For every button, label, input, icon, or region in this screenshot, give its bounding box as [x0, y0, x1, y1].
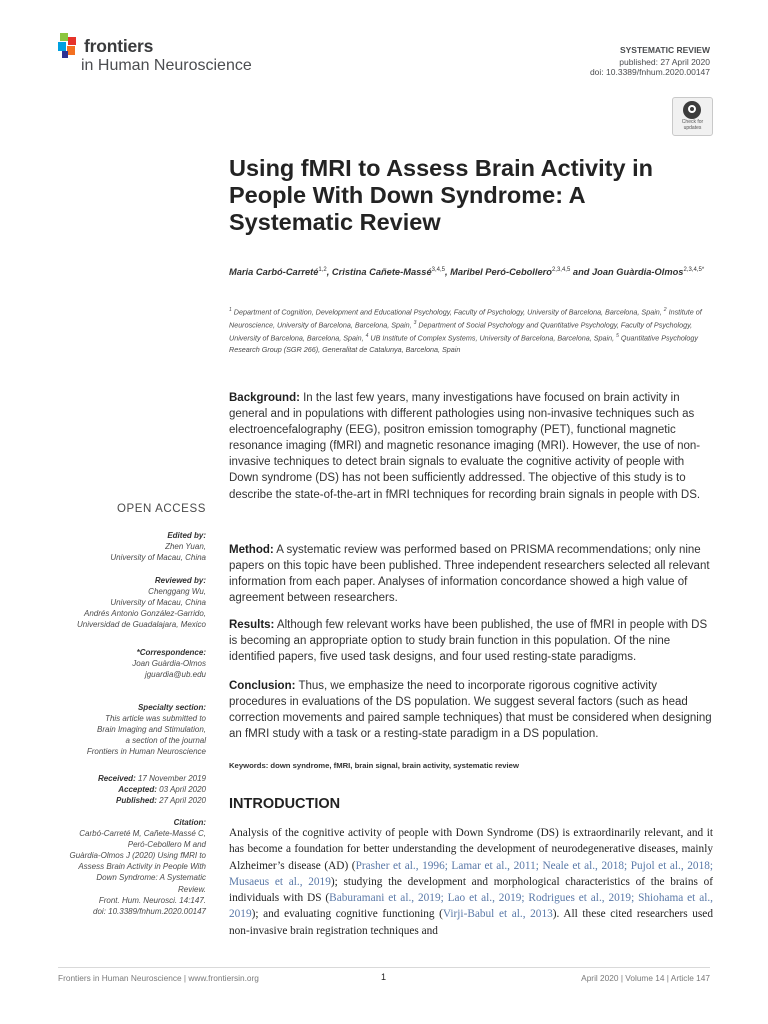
citation-link[interactable]: Virji-Babul et al., 2013 [442, 908, 553, 921]
reviewed-by-label: Reviewed by: [154, 576, 206, 585]
received-value: 17 November 2019 [135, 774, 206, 783]
author-name[interactable]: Maria Carbó-Carreté [229, 267, 319, 278]
citation-line: Front. Hum. Neurosci. 14:147. [98, 895, 206, 905]
published-value: 27 April 2020 [156, 796, 206, 806]
citation-label: Citation: [173, 818, 206, 827]
author-name[interactable]: Cristina Cañete-Massé [331, 267, 432, 278]
specialty-line: Brain Imaging and Stimulation, [97, 725, 206, 735]
doi-link[interactable]: doi: 10.3389/fnhum.2020.00147 [589, 67, 710, 77]
abstract-conclusion [229, 678, 713, 742]
conclusion-label: Conclusion: [229, 680, 296, 692]
accepted-label: Accepted: [118, 785, 157, 795]
editor-affiliation: University of Macau, China [110, 553, 206, 563]
conclusion-text: Thus, we emphasize the need to incorporate rigorous cognitive activity procedures in evaluations of the DS population. We suggest several factors (such as head correction movements and paired sample techniques) that must be considered when designing an fMRI study with a task or a resting-state paradigm in a DS population. [229, 680, 712, 741]
correspondence-block [132, 647, 206, 680]
affiliations [229, 305, 713, 356]
edited-by-label: Edited by: [167, 531, 206, 540]
reviewer-affiliation: University of Macau, China [110, 598, 206, 608]
introduction-paragraph [229, 825, 713, 939]
citation-link[interactable]: Prasher et al., 1996; Lamar et al., 2011; Neale et al., 2018; Pujol et al., 2018; Musaeus et al., 2019 [229, 859, 714, 888]
results-label: Results: [229, 619, 275, 631]
check-for-updates-button[interactable] [672, 97, 713, 136]
reviewer-name: Chenggang Wu, [148, 587, 206, 597]
citation-line: Review. [177, 884, 206, 894]
received-label: Received: [97, 774, 136, 783]
section-heading-introduction: INTRODUCTION [229, 796, 341, 812]
intro-text: ); and evaluating cognitive functioning ( [251, 908, 443, 921]
affiliation-number: 4 [365, 332, 369, 339]
open-access-label: OPEN ACCESS [116, 503, 206, 515]
author-separator: , [326, 267, 332, 278]
author-list [229, 264, 709, 279]
results-text: Although few relevant works have been published, the use of fMRI in people with DS is becoming an appropriate option to study brain function in this population. Of the nine identified papers, five used task designs, and four used resting-state paradigms. [229, 619, 708, 664]
citation-line: Assess Brain Activity in People With [78, 862, 206, 872]
correspondence-name: Joan Guàrdia-Olmos [132, 659, 206, 669]
intro-text: ); studying the development and morphological characteristics of the brains of individuals with DS ( [229, 875, 713, 905]
dates-block [98, 773, 206, 806]
specialty-label: Specialty section: [137, 703, 206, 712]
author-separator: and [570, 267, 593, 278]
journal-subtitle: in Human Neuroscience [81, 57, 252, 74]
affiliation-number: 3 [413, 319, 417, 326]
journal-logo[interactable] [58, 33, 288, 79]
specialty-line: Frontiers in Human Neuroscience [86, 747, 206, 757]
background-text: In the last few years, many investigations have focused on brain activity in general and in populations with different pathologies using non-invasive techniques such as electroencefalography (EEG), positron emission tomography (PET), functional magnetic resonance imaging (fMRI) and magnetic resonance imaging (MRI). However, the use of non-invasive techniques to detect brain signals to evaluate the cognitive activity of people with Down syndrome (DS) has not been sufficiently addressed. The objective of this study is to describe the state-of-the-art in fMRI techniques for recording brain signals in people with DS. [229, 392, 701, 501]
article-type: SYSTEMATIC REVIEW [619, 45, 710, 55]
citation-line: Peró-Cebollero M and [127, 840, 206, 850]
affiliation-text: Institute of Neuroscience, University of Barcelona, Barcelona, Spain, [229, 307, 702, 330]
footer-issue-info: April 2020 | Volume 14 | Article 147 [581, 973, 710, 983]
author-affiliation-ref: 1,2 [318, 267, 327, 273]
background-label: Background: [229, 392, 300, 404]
journal-brand: frontiers [84, 36, 154, 56]
method-label: Method: [229, 544, 274, 556]
author-name[interactable]: Joan Guàrdia-Olmos [592, 267, 684, 278]
published-date-side [98, 795, 206, 806]
reviewer-affiliation: Universidad de Guadalajara, Mexico [77, 620, 206, 630]
footer-journal-link[interactable]: Frontiers in Human Neuroscience | www.frontiersin.org [58, 973, 259, 983]
accepted-date [98, 784, 206, 795]
citation-link[interactable]: Baburamani et al., 2019; Lao et al., 2019; Rodrigues et al., 2019; Shiohama et al., 2019 [229, 892, 714, 921]
accepted-value: 03 April 2020 [156, 785, 206, 795]
specialty-line: a section of the journal [125, 736, 206, 746]
received-date [98, 773, 206, 784]
check-updates-label: Check for updates [681, 119, 704, 131]
edited-by-block [110, 530, 206, 563]
affiliation-text: Department of Cognition, Development and Educational Psychology, Faculty of Psychology, University of Barcelona, Barcelona, Spain, [231, 307, 664, 317]
page-number: 1 [381, 972, 387, 982]
article-title: Using fMRI to Assess Brain Activity in People With Down Syndrome: A Systematic Review [229, 155, 653, 235]
footer-divider [58, 967, 710, 968]
citation-doi[interactable]: doi: 10.3389/fnhum.2020.00147 [93, 906, 206, 916]
citation-block [70, 817, 207, 917]
abstract-results [229, 617, 713, 665]
affiliation-number: 2 [663, 307, 667, 313]
abstract-method [229, 542, 713, 606]
author-affiliation-ref: 2,3,4,5 [551, 267, 571, 273]
affiliation-number: 5 [616, 332, 619, 339]
citation-line: Guàrdia-Olmos J (2020) Using fMRI to [69, 851, 206, 861]
author-affiliation-ref: 2,3,4,5* [683, 267, 705, 273]
correspondence-label: *Correspondence: [136, 648, 206, 657]
reviewed-by-block [77, 575, 206, 630]
check-updates-icon [683, 101, 701, 119]
method-text: A systematic review was performed based on PRISMA recommendations; only nine papers on this topic have been published. Three independent researchers selected all relevant information from each paper. Analyses of information concordance showed a high value of agreement between researchers. [229, 544, 710, 605]
affiliation-text: UB Institute of Complex Systems, University of Barcelona, Barcelona, Spain, [368, 333, 617, 343]
citation-line: Carbó-Carreté M, Cañete-Massé C, [79, 829, 206, 839]
author-separator: , [445, 267, 451, 278]
correspondence-email[interactable]: jguardia@ub.edu [144, 670, 206, 680]
intro-text: Analysis of the cognitive activity of people with Down Syndrome (DS) is extraordinarily relevant, and it has become a foundation for better understanding the development of neurodegenerative diseases, mainly Alzheimer’s disease (AD) ( [229, 827, 713, 872]
keywords: Keywords: down syndrome, fMRI, brain signal, brain activity, systematic review [229, 761, 519, 770]
editor-name: Zhen Yuan, [165, 542, 206, 552]
author-affiliation-ref: 3,4,5 [431, 267, 445, 273]
affiliation-number: 1 [229, 307, 232, 313]
published-label: Published: [116, 796, 157, 806]
specialty-line: This article was submitted to [105, 714, 206, 724]
affiliation-text: Quantitative Psychology Research Group (SGR 266), Generalitat de Catalunya, Barcelona, Spain [229, 333, 698, 354]
affiliation-text: Department of Social Psychology and Quantitative Psychology, Faculty of Psychology, University of Barcelona, Barcelona, Spain, [229, 320, 693, 343]
intro-text: ). All these cited researchers used non-invasive brain registration techniques and [229, 908, 713, 937]
frontiers-logo-icon [58, 33, 80, 59]
abstract-background [229, 390, 713, 503]
specialty-section-block [87, 702, 206, 757]
author-name[interactable]: Maribel Peró-Cebollero [450, 267, 552, 278]
published-date: published: 27 April 2020 [619, 57, 710, 67]
citation-line: Down Syndrome: A Systematic [96, 873, 206, 883]
reviewer-name: Andrés Antonio González-Garrido, [84, 609, 206, 619]
